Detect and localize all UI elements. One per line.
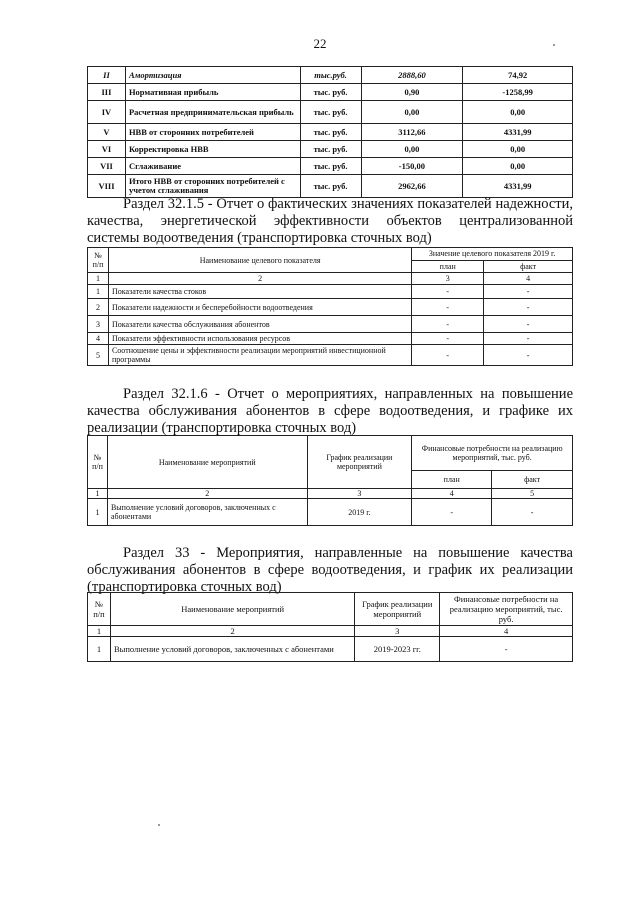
table-row xyxy=(88,101,573,124)
row-schedule: 2019 г. xyxy=(307,499,412,526)
row-name: Показатели качества стоков xyxy=(108,285,411,299)
table-row xyxy=(88,141,573,158)
row-plan: - xyxy=(412,333,484,345)
row-name: Показатели качества обслуживания абонентов xyxy=(108,316,411,333)
header-plan: план xyxy=(412,260,484,273)
row-value-2019-plan: 0,90 xyxy=(361,84,463,101)
row-unit: тыс. руб. xyxy=(300,84,361,101)
index-row xyxy=(88,489,573,499)
scan-speck xyxy=(158,824,160,826)
row-name: Итого НВВ от сторонних потребителей с учетом сглаживания xyxy=(125,175,300,198)
header-schedule: График реализации мероприятий xyxy=(355,593,440,626)
nvv-table xyxy=(87,66,573,198)
table-row xyxy=(88,316,573,333)
header-num: № п/п xyxy=(88,593,111,626)
row-name: Нормативная прибыль xyxy=(125,84,300,101)
row-unit: тыс.руб. xyxy=(300,67,361,84)
table-row xyxy=(88,67,573,84)
row-number: V xyxy=(88,124,126,141)
table-row xyxy=(88,637,573,662)
row-number: III xyxy=(88,84,126,101)
row-fact: - xyxy=(484,333,573,345)
row-fact: - xyxy=(484,316,573,333)
row-value-2019-plan: 0,00 xyxy=(361,101,463,124)
header-num: № п/п xyxy=(88,436,108,489)
row-fact: - xyxy=(484,285,573,299)
row-number: VIII xyxy=(88,175,126,198)
index-cell: 1 xyxy=(88,626,111,637)
row-value-2019-fact: 74,92 xyxy=(463,67,573,84)
row-fact: - xyxy=(492,499,573,526)
row-value-2019-plan: 2888,60 xyxy=(361,67,463,84)
index-cell: 1 xyxy=(88,273,109,285)
row-name: Показатели эффективности использования ресурсов xyxy=(108,333,411,345)
row-unit: тыс. руб. xyxy=(300,101,361,124)
index-cell: 4 xyxy=(484,273,573,285)
table-row xyxy=(88,333,573,345)
header-fact: факт xyxy=(484,260,573,273)
row-finance: - xyxy=(440,637,573,662)
table-row xyxy=(88,175,573,198)
row-value-2019-plan: 3112,66 xyxy=(361,124,463,141)
row-name: Выполнение условий договоров, заключенных с абонентами xyxy=(107,499,307,526)
index-cell: 3 xyxy=(307,489,412,499)
table-row xyxy=(88,285,573,299)
header-value: Значение целевого показателя 2019 г. xyxy=(412,248,573,261)
row-name: Сглаживание xyxy=(125,158,300,175)
table-row xyxy=(88,345,573,366)
row-number: 1 xyxy=(88,499,108,526)
indicators-table xyxy=(87,247,573,366)
table-row xyxy=(88,499,573,526)
row-value-2019-fact: 0,00 xyxy=(463,141,573,158)
row-schedule: 2019-2023 гг. xyxy=(355,637,440,662)
row-plan: - xyxy=(412,316,484,333)
index-cell: 4 xyxy=(412,489,492,499)
index-cell: 3 xyxy=(412,273,484,285)
scan-speck xyxy=(553,44,555,46)
row-number: 2 xyxy=(88,299,109,316)
row-value-2019-fact: 0,00 xyxy=(463,158,573,175)
page-number: 22 xyxy=(313,36,327,51)
table-row xyxy=(88,299,573,316)
row-number: VI xyxy=(88,141,126,158)
index-cell: 2 xyxy=(108,273,411,285)
row-plan: - xyxy=(412,499,492,526)
index-cell: 4 xyxy=(440,626,573,637)
row-plan: - xyxy=(412,299,484,316)
row-number: 3 xyxy=(88,316,109,333)
row-value-2019-fact: 0,00 xyxy=(463,101,573,124)
row-name: НВВ от сторонних потребителей xyxy=(125,124,300,141)
row-unit: тыс. руб. xyxy=(300,158,361,175)
row-value-2019-fact: 4331,99 xyxy=(463,124,573,141)
row-unit: тыс. руб. xyxy=(300,141,361,158)
row-name: Расчетная предпринимательская прибыль xyxy=(125,101,300,124)
activities-plan-table xyxy=(87,592,573,662)
header-name: Наименование мероприятий xyxy=(110,593,354,626)
row-value-2019-fact: 4331,99 xyxy=(463,175,573,198)
header-schedule: График реализации мероприятий xyxy=(307,436,412,489)
header-finance: Финансовые потребности на реализацию мероприятий, тыс. руб. xyxy=(440,593,573,626)
index-row xyxy=(88,626,573,637)
header-num: № п/п xyxy=(88,248,109,273)
row-value-2019-fact: -1258,99 xyxy=(463,84,573,101)
activities-report-table xyxy=(87,435,573,526)
header-name: Наименование целевого показателя xyxy=(108,248,411,273)
row-name: Соотношение цены и эффективности реализации мероприятий инвестиционной программы xyxy=(108,345,411,366)
header-fact: факт xyxy=(492,471,573,489)
table-row xyxy=(88,84,573,101)
row-number: 5 xyxy=(88,345,109,366)
header-name: Наименование мероприятий xyxy=(107,436,307,489)
section-heading-32-1-6: Раздел 32.1.6 - Отчет о мероприятиях, направленных на повышение качества обслуживания абонентов в сфере водоотведения, и графике их реализации (транспортировка сточных вод) xyxy=(87,386,573,436)
index-cell: 1 xyxy=(88,489,108,499)
row-name: Корректировка НВВ xyxy=(125,141,300,158)
row-value-2019-plan: 2962,66 xyxy=(361,175,463,198)
row-value-2019-plan: 0,00 xyxy=(361,141,463,158)
row-plan: - xyxy=(412,345,484,366)
index-cell: 2 xyxy=(110,626,354,637)
index-cell: 3 xyxy=(355,626,440,637)
row-unit: тыс. руб. xyxy=(300,124,361,141)
index-row xyxy=(88,273,573,285)
row-number: 4 xyxy=(88,333,109,345)
header-finance: Финансовые потребности на реализацию мероприятий, тыс. руб. xyxy=(412,436,573,471)
row-plan: - xyxy=(412,285,484,299)
table-row xyxy=(88,158,573,175)
row-number: II xyxy=(88,67,126,84)
row-value-2019-plan: -150,00 xyxy=(361,158,463,175)
row-number: VII xyxy=(88,158,126,175)
row-name: Выполнение условий договоров, заключенных с абонентами xyxy=(110,637,354,662)
row-name: Амортизация xyxy=(125,67,300,84)
section-heading-33: Раздел 33 - Мероприятия, направленные на повышение качества обслуживания абонентов в сфере водоотведения, и график их реализации (транспортировка сточных вод) xyxy=(87,545,573,595)
row-number: 1 xyxy=(88,285,109,299)
section-heading-32-1-5: Раздел 32.1.5 - Отчет о фактических значениях показателей надежности, качества, энергетической эффективности объектов централизованной системы водоотведения (транспортировка сточных вод) xyxy=(87,196,573,246)
table-row xyxy=(88,124,573,141)
header-plan: план xyxy=(412,471,492,489)
row-unit: тыс. руб. xyxy=(300,175,361,198)
index-cell: 2 xyxy=(107,489,307,499)
row-number: 1 xyxy=(88,637,111,662)
row-number: IV xyxy=(88,101,126,124)
row-name: Показатели надежности и бесперебойности водоотведения xyxy=(108,299,411,316)
row-fact: - xyxy=(484,299,573,316)
index-cell: 5 xyxy=(492,489,573,499)
row-fact: - xyxy=(484,345,573,366)
